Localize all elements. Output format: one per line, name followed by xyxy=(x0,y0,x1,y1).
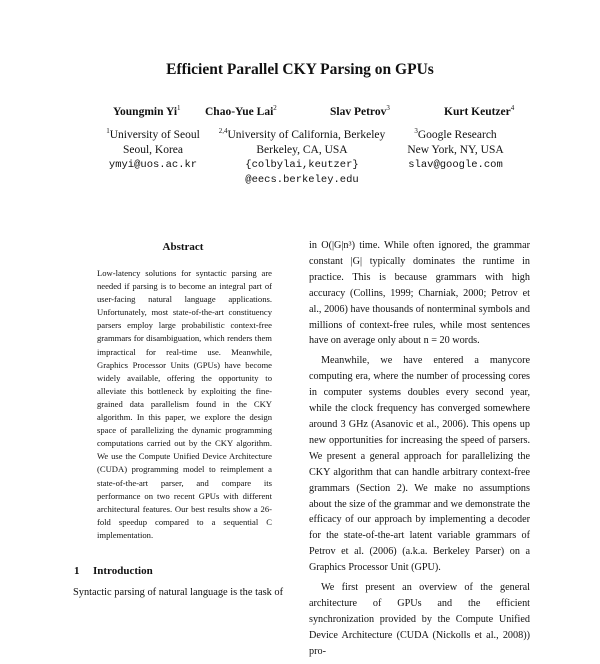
intro-first-line: Syntactic parsing of natural language is the task of xyxy=(73,587,284,598)
author-sup: 4 xyxy=(510,104,515,113)
affiliation-line: University of California, Berkeley xyxy=(227,129,386,141)
section-title: Introduction xyxy=(93,565,153,577)
author-2 xyxy=(205,106,277,118)
author-sup: 2 xyxy=(273,104,277,113)
affiliation-1 xyxy=(98,128,208,173)
affiliation-3 xyxy=(398,128,513,173)
section-heading xyxy=(74,565,153,577)
affiliation-email: {colbylai,keutzer} xyxy=(245,159,359,171)
affiliation-sup: 2,4 xyxy=(218,127,228,136)
affiliation-email: slav@google.com xyxy=(408,159,503,171)
abstract-heading: Abstract xyxy=(162,241,204,253)
affiliation-line: New York, NY, USA xyxy=(407,144,504,156)
affiliation-line: Seoul, Korea xyxy=(122,144,184,156)
affiliation-2 xyxy=(212,128,392,188)
affiliation-line: University of Seoul xyxy=(109,129,200,141)
paper-title: Efficient Parallel CKY Parsing on GPUs xyxy=(166,61,434,78)
author-name: Youngmin Yi xyxy=(113,106,178,118)
paragraph: We first present an overview of the general architecture of GPUs and the efficient synchronization provided by the Compute Unified Device Architecture (CUDA (Nickolls et al., 2008)) pro- xyxy=(309,582,530,657)
affiliation-email: @eecs.berkeley.edu xyxy=(245,174,359,186)
author-name: Slav Petrov xyxy=(330,106,387,118)
paragraph: Meanwhile, we have entered a manycore computing era, where the number of processing cores in computer systems doubles every second year, while the clock frequency has converged somewhere around 3 GHz (Asanovic et al., 2006). This opens up new opportunities for increasing the speed of parsers. We present a general approach for parallelizing the CKY algorithm that can handle arbitrary context-free grammars (Section 2). We make no assumptions about the size of the grammar and we demonstrate the efficacy of our approach by implementing a decoder for the state-of-the-art latent variable grammars of Petrov et al. (2006) (a.k.a. Berkeley Parser) on a Graphics Processor Unit (GPU). xyxy=(309,355,530,574)
author-3 xyxy=(330,106,390,118)
abstract-body: Low-latency solutions for syntactic parsing are needed if parsing is to become an integral part of user-facing natural language applications. Unfortunately, most state-of-the-art constituency parsers employ large probabilistic context-free grammars for disambiguation, which renders them impractical for real-time use. Meanwhile, Graphics Processor Units (GPUs) have become widely available, offering the opportunity to alleviate this bottleneck by exploiting the fine-grained data parallelism found in the CKY algorithm. In this paper, we explore the design space of parallelizing the dynamic programming computations carried out by the CKY algorithm. We use the Compute Unified Device Architecture (CUDA) programming model to reimplement a state-of-the-art parser, and compare its performance on two recent GPUs with different architectural features. Our best results show a 26-fold speedup compared to a sequential C implementation. xyxy=(97,268,272,540)
affiliation-line: Berkeley, CA, USA xyxy=(256,144,348,156)
affiliation-sup: 3 xyxy=(414,127,418,136)
section-number: 1 xyxy=(74,565,80,577)
affiliation-sup: 1 xyxy=(106,127,110,136)
author-1 xyxy=(113,106,181,118)
affiliation-email: ymyi@uos.ac.kr xyxy=(108,159,198,171)
author-sup: 1 xyxy=(177,104,181,113)
affiliation-line: Google Research xyxy=(417,129,497,141)
author-4 xyxy=(444,106,514,118)
author-name: Kurt Keutzer xyxy=(444,106,511,118)
author-name: Chao-Yue Lai xyxy=(205,106,274,118)
paragraph: in O(|G|n³) time. While often ignored, the grammar constant |G| typically dominates the runtime in practice. This is because grammars with high accuracy (Collins, 1999; Charniak, 2000; Petrov et al., 2006) have thousands of nonterminal symbols and millions of context-free rules, while most sentences have on average only about n = 20 words. xyxy=(309,240,530,347)
author-sup: 3 xyxy=(386,104,390,113)
